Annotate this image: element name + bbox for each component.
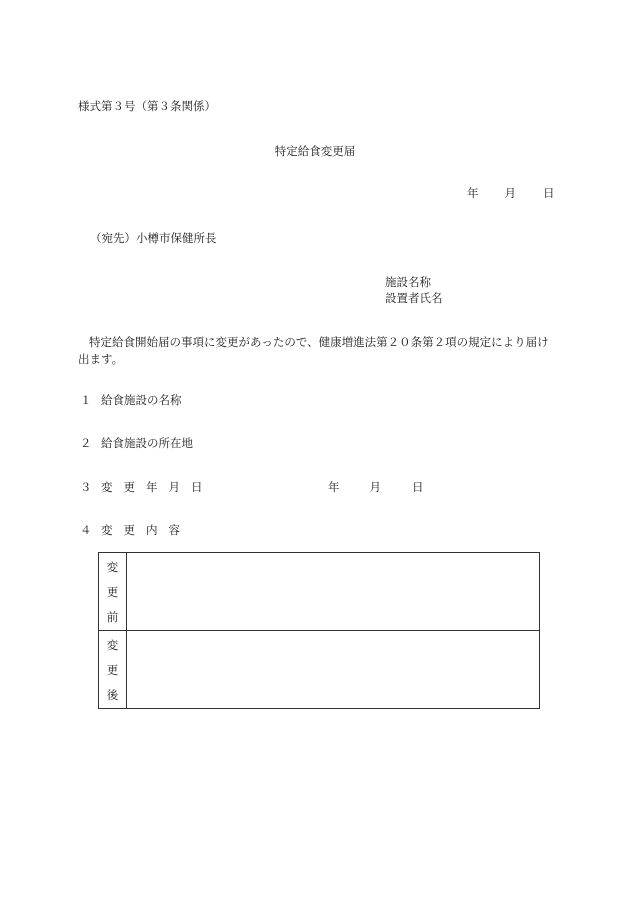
after-change-field[interactable] [127, 631, 540, 709]
item-label-char: 変 [101, 523, 113, 537]
label-char: 後 [106, 688, 119, 702]
item-label: 給食施設の所在地 [101, 436, 193, 450]
change-date-fields [328, 482, 424, 494]
item-label-char: 更 [123, 523, 135, 537]
document-title: 特定給食変更届 [274, 144, 356, 158]
label-char: 前 [106, 610, 119, 624]
item-label-char: 内 [146, 523, 158, 537]
item-label-char: 年 [146, 480, 158, 494]
label-char: 更 [106, 663, 119, 677]
before-change-row [99, 553, 540, 631]
item-number: ３ [80, 480, 92, 494]
before-change-field[interactable] [127, 553, 540, 631]
item-number: １ [80, 393, 92, 407]
item-change-content [80, 525, 180, 537]
notice-body-text: 特定給食開始届の事項に変更があったので、健康増進法第２０条第２項の規定により届け出ます。 [78, 335, 549, 366]
change-year-label: 年 [328, 480, 340, 494]
item-facility-name [80, 395, 182, 407]
item-label-char: 容 [168, 523, 180, 537]
form-number: 様式第３号（第３条関係） [78, 99, 216, 113]
after-change-row [99, 631, 540, 709]
item-facility-address [80, 438, 193, 450]
item-label-char: 変 [101, 480, 113, 494]
label-char: 変 [106, 560, 119, 574]
date-month-label: 月 [504, 186, 516, 200]
date-day-label: 日 [543, 186, 555, 200]
item-label-char: 更 [123, 480, 135, 494]
change-content-table [98, 552, 540, 709]
item-number: ２ [80, 436, 92, 450]
item-label-char: 月 [168, 480, 180, 494]
item-change-date [80, 482, 203, 494]
change-day-label: 日 [412, 480, 424, 494]
item-label-char: 日 [191, 480, 203, 494]
addressee: （宛先）小樽市保健所長 [90, 231, 217, 245]
label-char: 更 [106, 585, 119, 599]
item-number: ４ [80, 523, 92, 537]
label-char: 変 [106, 638, 119, 652]
founder-name-label: 設置者氏名 [385, 291, 443, 305]
before-change-label [99, 553, 127, 631]
facility-name-label: 施設名称 [385, 275, 431, 289]
date-year-label: 年 [467, 186, 479, 200]
item-label: 給食施設の名称 [101, 393, 182, 407]
change-month-label: 月 [369, 480, 381, 494]
after-change-label [99, 631, 127, 709]
submission-date [467, 188, 555, 200]
